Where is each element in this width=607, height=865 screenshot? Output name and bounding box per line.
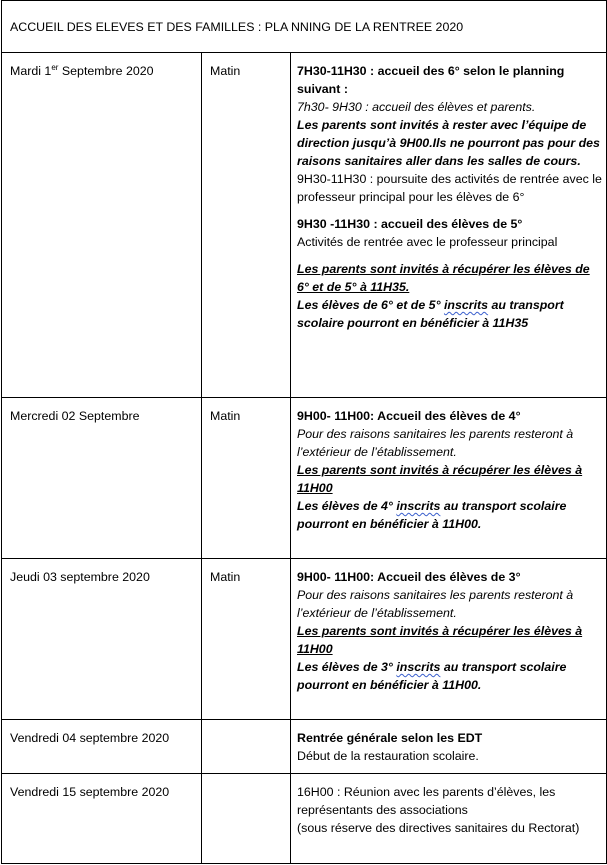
parents-notice: Les parents sont invités à rester avec l’équipe de direction jusqu’à 9H00.Ils ne pourront pas pour des raisons sanitaires aller dans les salles de cours. [297, 118, 600, 168]
period-cell: Matin [202, 398, 291, 559]
meeting-note: (sous réserve des directives sanitaires du Rectorat) [297, 821, 580, 835]
period-cell: Matin [202, 559, 291, 720]
schedule-heading: 9H30 -11H30 : accueil des élèves de 5° [297, 217, 523, 231]
pickup-notice: Les parents sont invités à récupérer les élèves de 6° et de 5° à 11H35. [297, 262, 590, 294]
details-cell [291, 720, 607, 774]
sanitary-notice: Pour des raisons sanitaires les parents resteront à l’extérieur de l’établissement. [297, 427, 574, 459]
table-row [2, 53, 607, 398]
schedule-line: Début de la restauration scolaire. [297, 749, 479, 763]
table-row [2, 774, 607, 864]
period-cell: Matin [202, 53, 291, 398]
day-cell: Vendredi 04 septembre 2020 [2, 720, 202, 774]
document-title: ACCUEIL DES ELEVES ET DES FAMILLES : PLA NNING DE LA RENTREE 2020 [2, 1, 607, 53]
schedule-heading: 9H00- 11H00: Accueil des élèves de 4° [297, 409, 521, 423]
details-cell [291, 53, 607, 398]
day-cell: Mercredi 02 Septembre [2, 398, 202, 559]
period-cell [202, 720, 291, 774]
day-cell: Vendredi 15 septembre 2020 [2, 774, 202, 864]
period-cell [202, 774, 291, 864]
meeting-line: 16H00 : Réunion avec les parents d’élèves, les représentants des associations [297, 785, 556, 817]
pickup-notice: Les parents sont invités à récupérer les élèves à 11H00 [297, 624, 583, 656]
planning-table [1, 0, 607, 864]
table-row [2, 398, 607, 559]
table-row [2, 559, 607, 720]
transport-notice: Les élèves de 6° et de 5° inscrits au transport scolaire pourront en bénéficier à 11H35 [297, 298, 564, 330]
pickup-notice: Les parents sont invités à récupérer les élèves à 11H00 [297, 463, 583, 495]
table-row [2, 720, 607, 774]
transport-notice: Les élèves de 3° inscrits au transport scolaire pourront en bénéficier à 11H00. [297, 660, 567, 692]
schedule-heading: 9H00- 11H00: Accueil des élèves de 3° [297, 570, 521, 584]
schedule-line: 7h30- 9H30 : accueil des élèves et parents. [297, 100, 536, 114]
details-cell [291, 774, 607, 864]
sanitary-notice: Pour des raisons sanitaires les parents resteront à l’extérieur de l’établissement. [297, 588, 574, 620]
schedule-line: Activités de rentrée avec le professeur principal [297, 235, 558, 249]
details-cell [291, 398, 607, 559]
day-cell: Jeudi 03 septembre 2020 [2, 559, 202, 720]
schedule-heading: Rentrée générale selon les EDT [297, 731, 483, 745]
transport-notice: Les élèves de 4° inscrits au transport scolaire pourront en bénéficier à 11H00. [297, 499, 567, 531]
day-cell: Mardi 1er Septembre 2020 [2, 53, 202, 398]
details-cell [291, 559, 607, 720]
schedule-heading: 7H30-11H30 : accueil des 6° selon le planning suivant : [297, 64, 565, 96]
schedule-line: 9H30-11H30 : poursuite des activités de rentrée avec le professeur principal pour les élèves de 6° [297, 172, 602, 204]
title-row [2, 1, 607, 53]
